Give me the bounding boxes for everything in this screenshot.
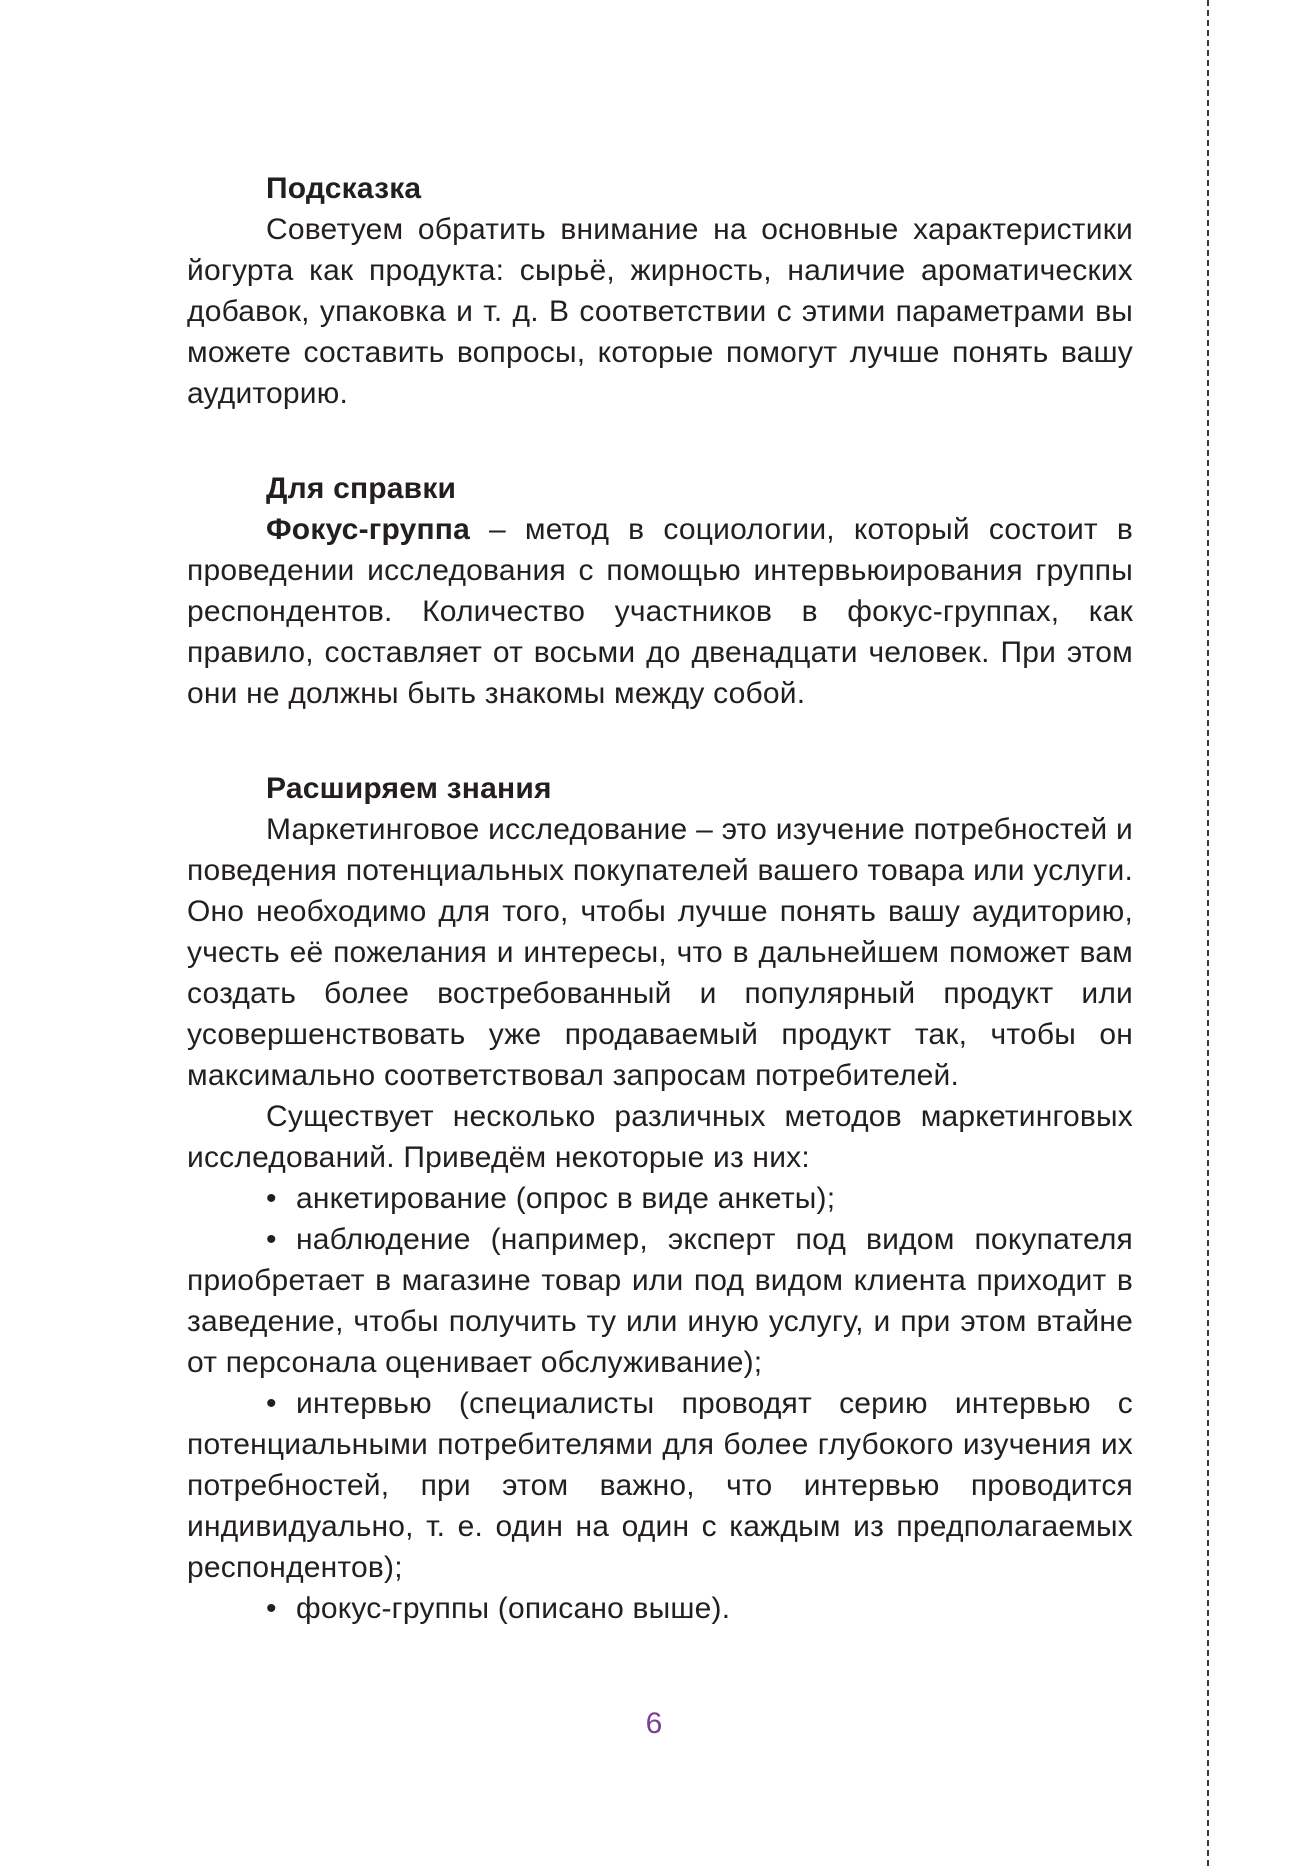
text-column — [187, 168, 1133, 1629]
reference-section — [187, 468, 1133, 714]
bullet-icon: • — [266, 1592, 277, 1625]
page-number: 6 — [645, 1707, 663, 1740]
expand-paragraph-1: Маркетинговое исследование – это изучение потребностей и поведения потенциальных покупателей вашего товара или услуги. Оно необходимо для того, чтобы лучше понять вашу аудиторию, учесть её пожелания и интересы, что в дальнейшем поможет вам создать более востребованный и популярный продукт или усовершенствовать уже продаваемый продукт так, чтобы он максимально соответствовал запросам потребителей. — [187, 813, 1133, 1092]
reference-term: Фокус-группа — [266, 513, 470, 546]
list-item-text: наблюдение (например, эксперт под видом покупателя приобретает в магазине товар или под видом клиента приходит в заведение, чтобы получить ту или иную услугу, и при этом втайне от персонала оценивает обслуживание); — [187, 1223, 1133, 1379]
reference-heading: Для справки — [266, 472, 457, 505]
expand-paragraph-2: Существует несколько различных методов маркетинговых исследований. Приведём некоторые из них: — [187, 1100, 1133, 1174]
bullet-icon: • — [266, 1182, 277, 1215]
list-item — [187, 1178, 1133, 1219]
list-item-text: интервью (специалисты проводят серию интервью с потенциальными потребителями для более глубокого изучения их потребностей, при этом важно, что интервью проводится индивидуально, т. е. один на один с каждым из предполагаемых респондентов); — [187, 1387, 1133, 1584]
hint-heading: Подсказка — [266, 172, 422, 205]
list-item — [187, 1383, 1133, 1588]
list-item — [187, 1219, 1133, 1383]
list-item-text: анкетирование (опрос в виде анкеты); — [296, 1182, 836, 1215]
list-item-text: фокус-группы (описано выше). — [296, 1592, 731, 1625]
bullet-icon: • — [266, 1387, 277, 1420]
hint-paragraph: Советуем обратить внимание на основные характеристики йогурта как продукта: сырьё, жирность, наличие ароматических добавок, упаковка и т. д. В соответствии с этими параметрами вы можете составить вопросы, которые помогут лучше понять вашу аудиторию. — [187, 213, 1133, 410]
expand-knowledge-section — [187, 768, 1133, 1629]
bullet-icon: • — [266, 1223, 277, 1256]
dashed-cut-line — [1207, 0, 1209, 1866]
expand-knowledge-heading: Расширяем знания — [266, 772, 552, 805]
reference-definition: – метод в социологии, который состоит в проведении исследования с помощью интервьюирования группы респондентов. Количество участников в фокус-группах, как правило, составляет от восьми до двенадцати человек. При этом они не должны быть знакомы между собой. — [187, 513, 1133, 710]
list-item — [187, 1588, 1133, 1629]
methods-list — [187, 1178, 1133, 1629]
reference-paragraph — [187, 509, 1133, 714]
hint-section — [187, 168, 1133, 414]
